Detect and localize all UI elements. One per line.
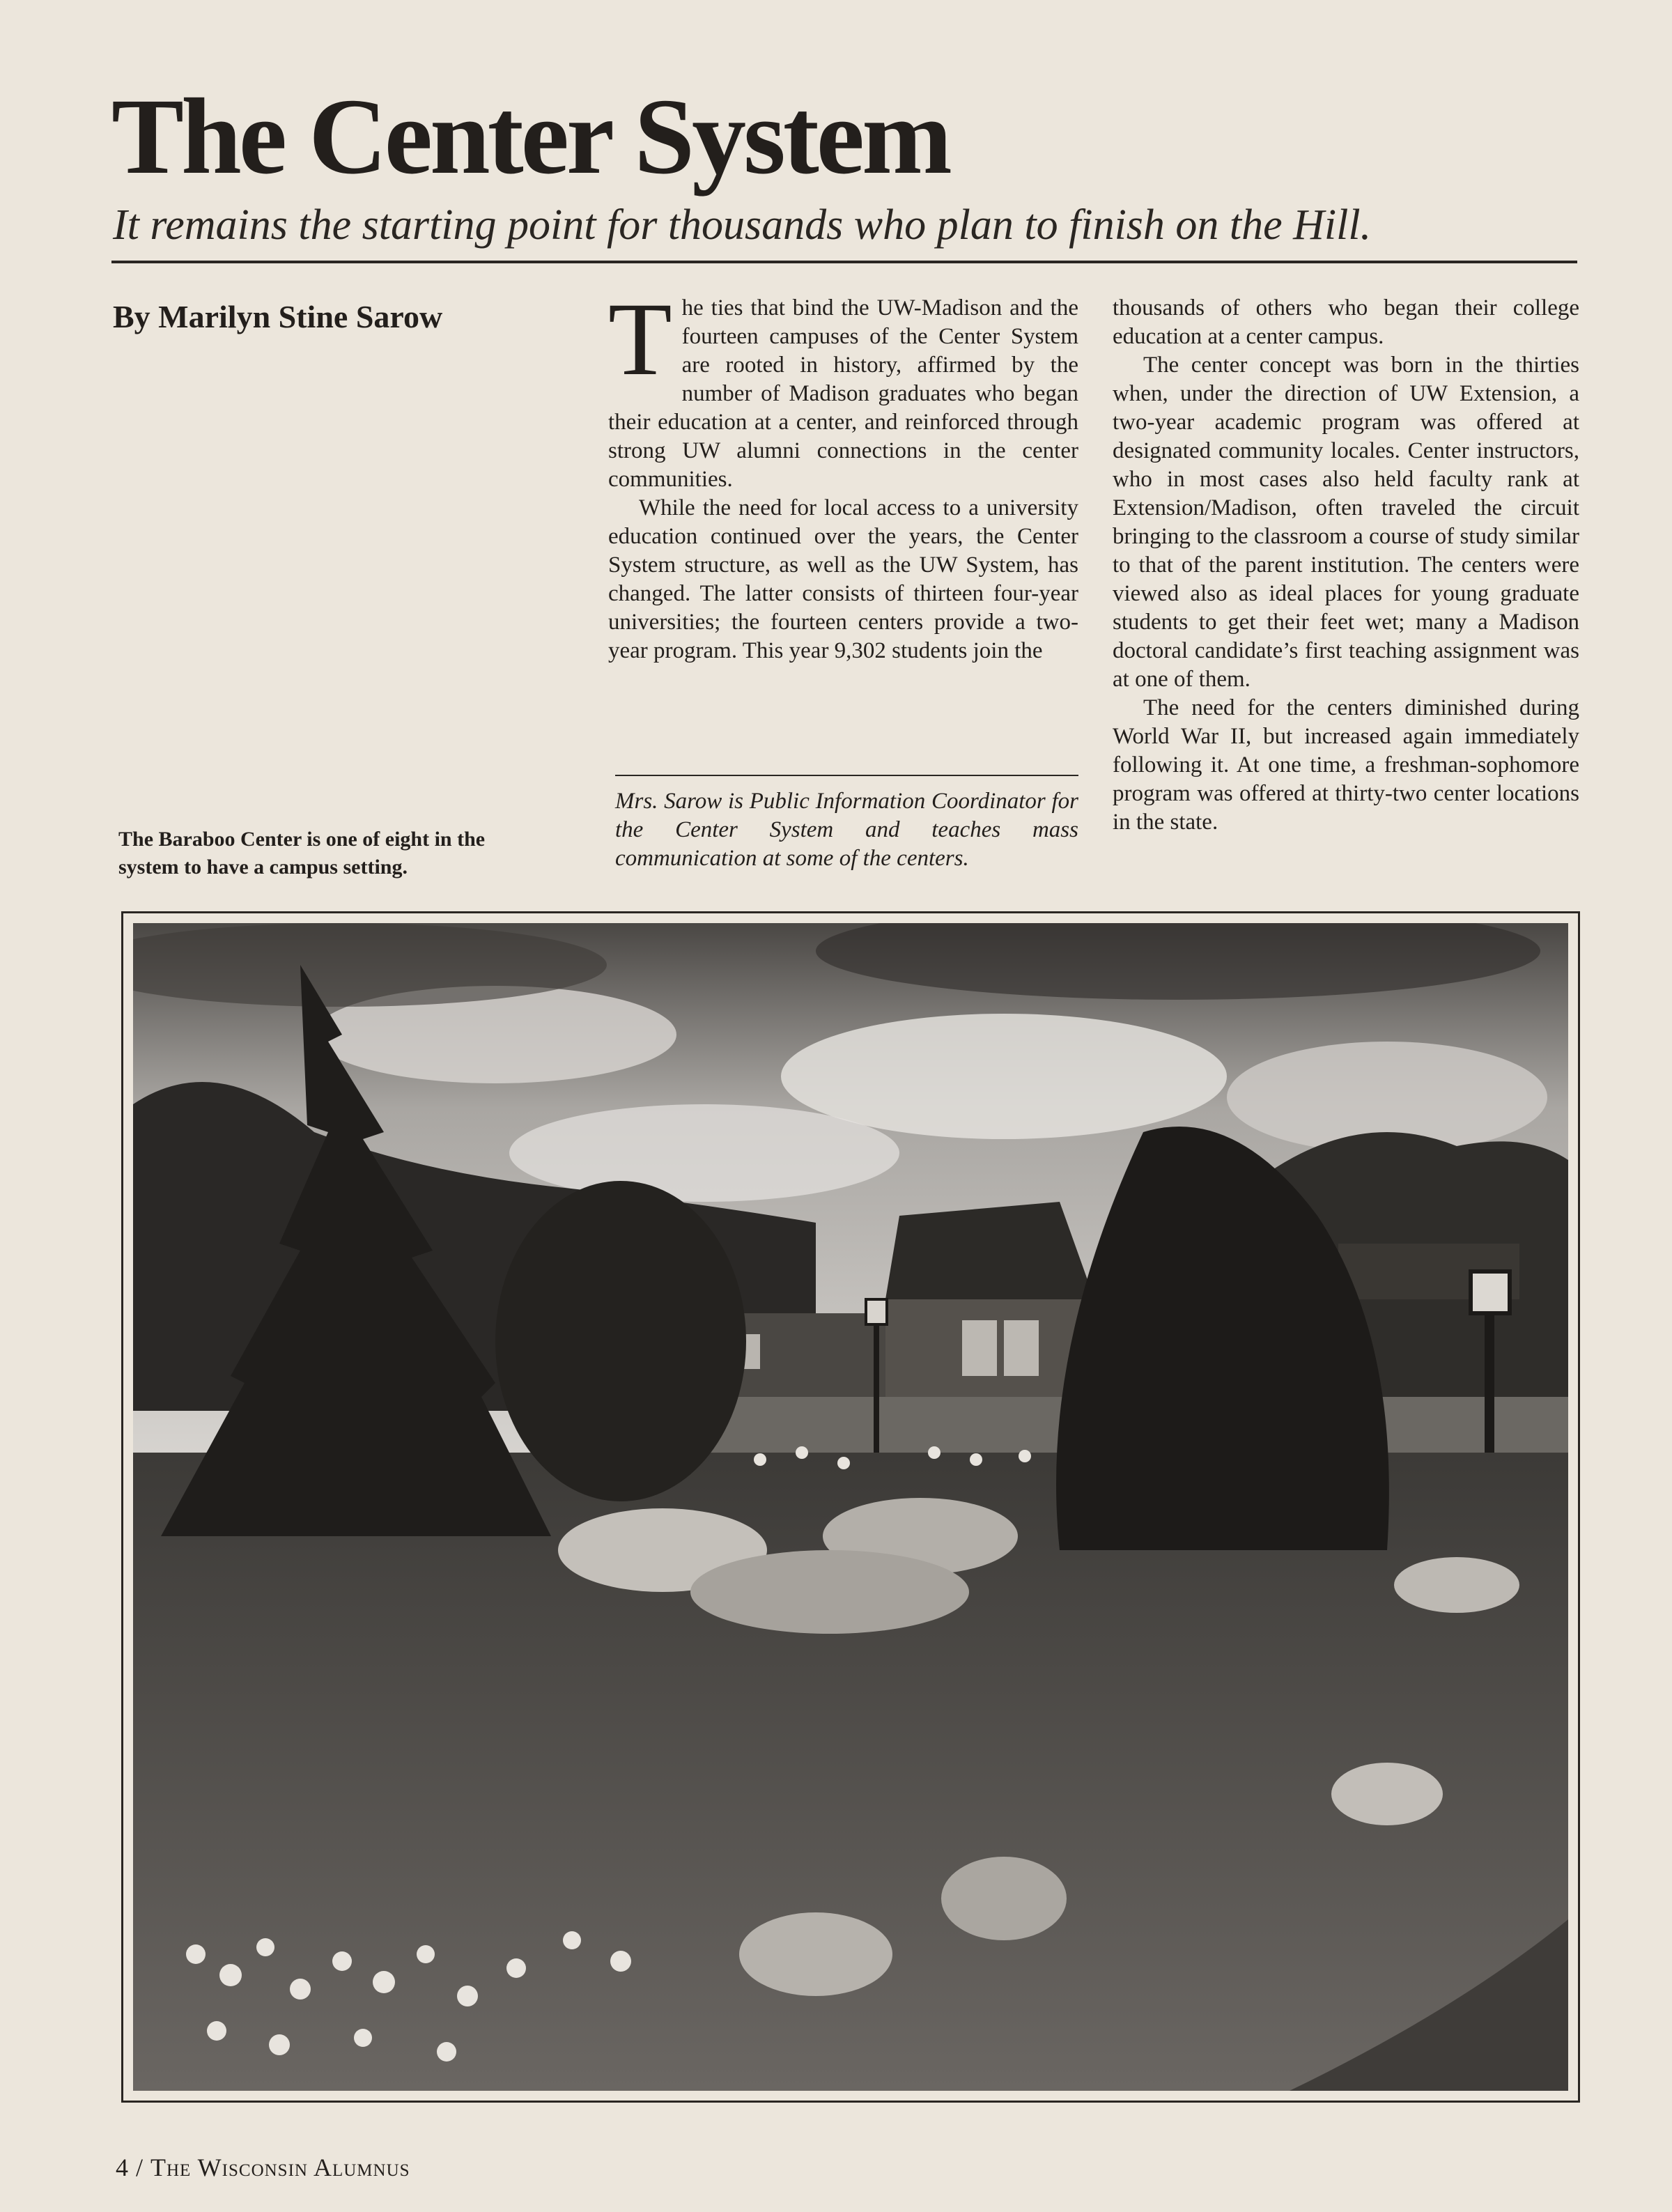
title-divider: [111, 261, 1577, 263]
drop-cap: T: [608, 281, 672, 397]
photo-frame: [121, 911, 1580, 2103]
byline: By Marilyn Stine Sarow: [113, 299, 443, 334]
article-paragraph: thousands of others who began their college education at a center campus.: [1113, 295, 1579, 349]
publication-name: The Wisconsin Alumnus: [150, 2153, 410, 2181]
article-paragraph: The need for the centers diminished during World War II, but increased again immediately following it. At one time, a freshman-sophomore program was offered at thirty-two center locations in the state.: [1113, 695, 1579, 835]
page-number: 4 /: [116, 2153, 151, 2181]
article-column-2: [1113, 294, 1579, 837]
page-title: The Center System: [111, 76, 950, 196]
page-subtitle: It remains the starting point for thousands who plan to finish on the Hill.: [113, 201, 1372, 249]
article-paragraph: The center concept was born in the thirties when, under the direction of UW Extension, a two-year academic program was offered at designated community locales. Center instructors, who in most cases also held faculty rank at Extension/Madison, often traveled the circuit bringing to the classroom a course of study similar to that of the parent institution. The centers were viewed also as ideal places for young graduate students to get their feet wet; many a Madison doctoral candidate’s first teaching assignment was at one of them.: [1113, 353, 1579, 692]
article-paragraph: While the need for local access to a university education continued over the years, the Center System structure, as well as the UW System, has changed. The latter consists of thirteen four-year universities; the fourteen centers provide a two-year program. This year 9,302 students join the: [608, 495, 1078, 663]
page-footer: [116, 2153, 410, 2182]
photo-caption: The Baraboo Center is one of eight in the system to have a campus setting.: [118, 828, 486, 879]
campus-photo: [133, 923, 1568, 2091]
article-paragraph: [608, 281, 1078, 494]
article-column-1: [608, 281, 1078, 665]
author-note: Mrs. Sarow is Public Information Coordinator for the Center System and teaches mass communication at some of the centers.: [615, 789, 1078, 871]
author-note-divider: [615, 775, 1078, 776]
paragraph-text: he ties that bind the UW-Madison and the fourteen campuses of the Center System are rooted in history, affirmed by the number of Madison graduates who began their education at a center, and reinforced through strong UW alumni connections in the center communities.: [608, 295, 1078, 492]
